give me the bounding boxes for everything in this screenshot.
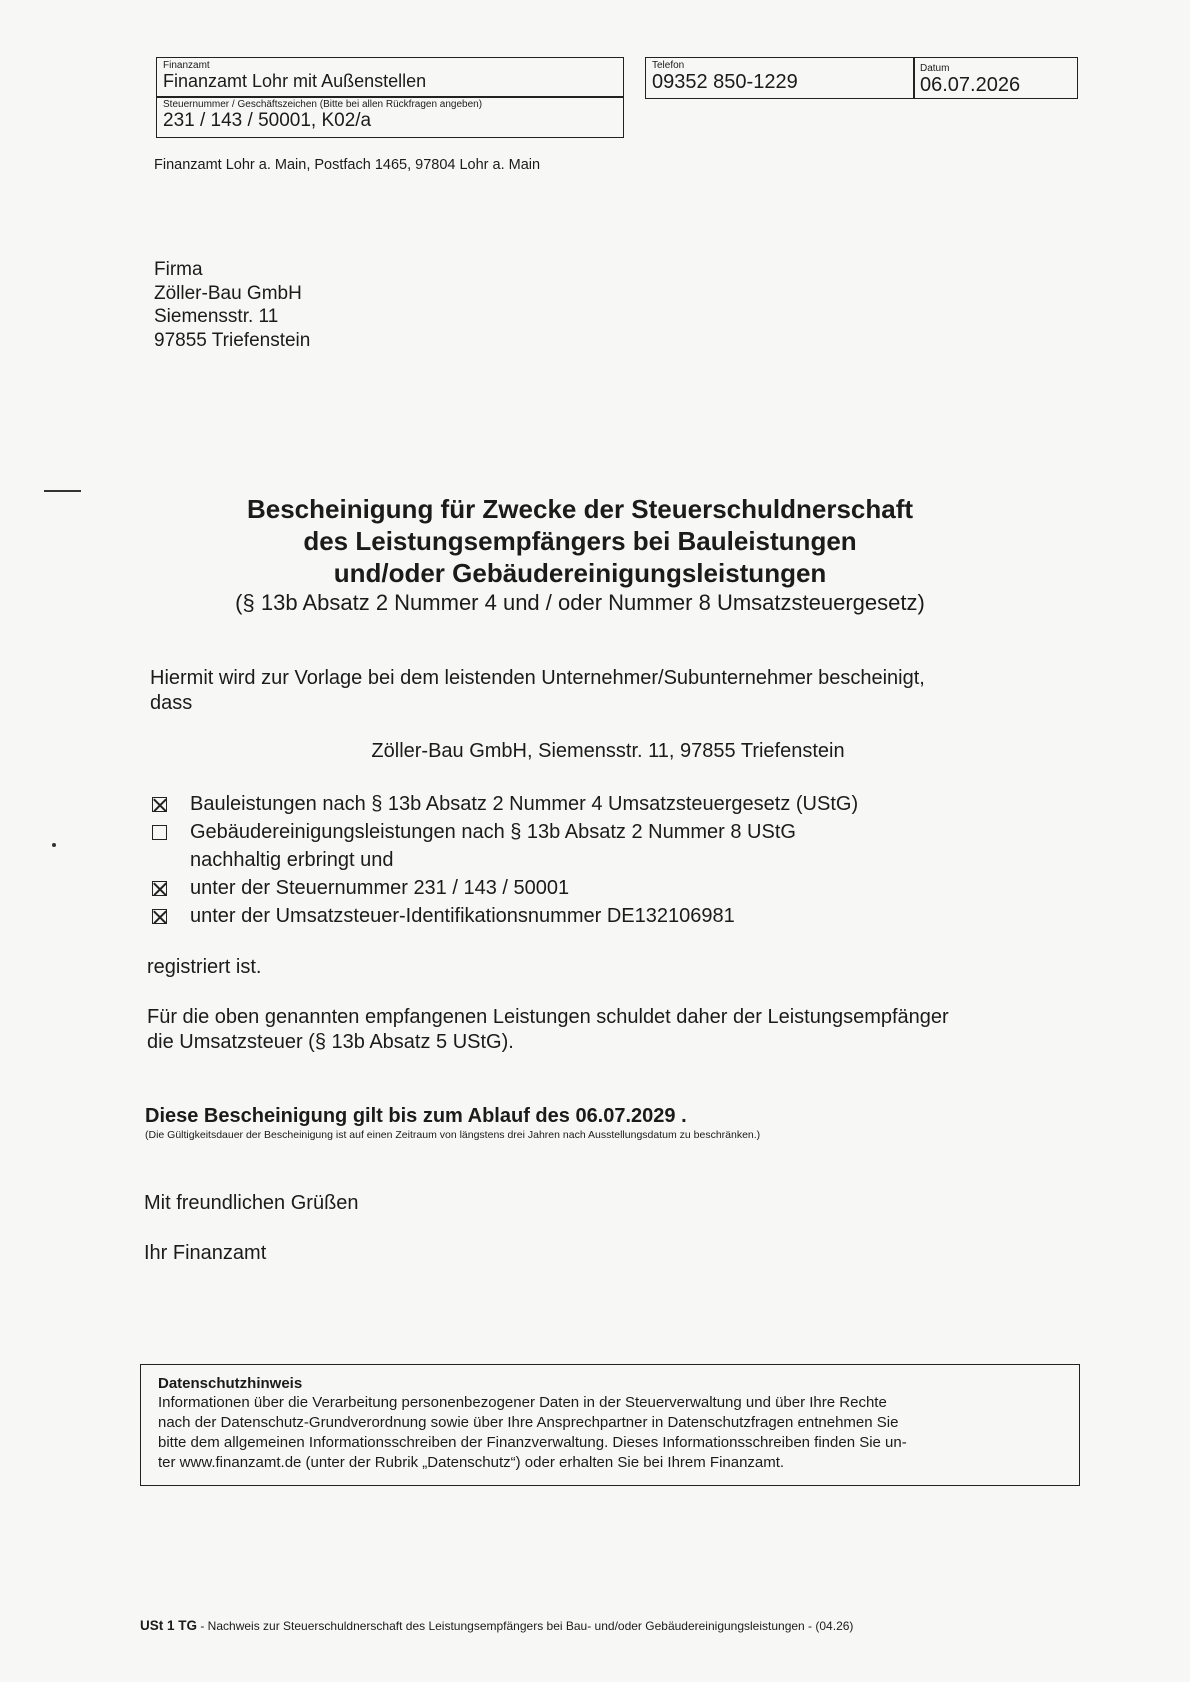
tax-liability-paragraph: [147, 1005, 949, 1055]
privacy-line: ter www.finanzamt.de (unter der Rubrik „Datenschutz“) oder erhalten Sie bei Ihrem Finanzamt.: [158, 1454, 785, 1471]
checkbox-label: unter der Steuernummer 231 / 143 / 50001: [190, 877, 570, 899]
finanzamt-value: Finanzamt Lohr mit Außenstellen: [163, 71, 427, 91]
privacy-line: nach der Datenschutz-Grundverordnung sowie über Ihre Ansprechpartner in Datenschutzfragen entnehmen Sie: [158, 1414, 899, 1431]
validity-note: (Die Gültigkeitsdauer der Bescheinigung ist auf einen Zeitraum von längstens drei Jahren nach Ausstellungsdatum zu beschränken.): [145, 1129, 761, 1141]
paragraph-line: Für die oben genannten empfangenen Leistungen schuldet daher der Leistungsempfänger: [147, 1006, 949, 1028]
privacy-line: Informationen über die Verarbeitung personenbezogener Daten in der Steuerverwaltung und über Ihre Rechte: [158, 1394, 887, 1411]
telefon-value: 09352 850-1229: [652, 71, 798, 93]
validity-statement: Diese Bescheinigung gilt bis zum Ablauf des 06.07.2029 .: [145, 1105, 687, 1127]
datum-box: [913, 57, 1078, 99]
paragraph-line: die Umsatzsteuer (§ 13b Absatz 5 UStG).: [147, 1031, 514, 1053]
intro-line: Hiermit wird zur Vorlage bei dem leistenden Unternehmer/Subunternehmer bescheinigt,: [150, 667, 925, 689]
checkbox-label: unter der Umsatzsteuer-Identifikationsnummer DE132106981: [190, 905, 735, 927]
telefon-box: [645, 57, 915, 99]
registered-text: registriert ist.: [147, 956, 262, 978]
finanzamt-label: Finanzamt: [163, 60, 210, 71]
datum-value: 06.07.2026: [920, 74, 1021, 96]
checkbox-bauleistungen[interactable]: [152, 797, 167, 812]
telefon-label: Telefon: [652, 60, 685, 71]
steuernummer-value: 231 / 143 / 50001, K02/a: [163, 110, 372, 131]
checkbox-ustid[interactable]: [152, 909, 167, 924]
privacy-notice-box: [140, 1364, 1080, 1486]
title-subtitle: (§ 13b Absatz 2 Nummer 4 und / oder Nummer 8 Umsatzsteuergesetz): [235, 590, 925, 615]
punch-mark: [52, 843, 56, 847]
company-line: Zöller-Bau GmbH, Siemensstr. 11, 97855 Triefenstein: [371, 740, 845, 762]
checkbox-gebaeudereinigung[interactable]: [152, 825, 167, 840]
address-line: Siemensstr. 11: [154, 306, 279, 327]
form-footer: [140, 1618, 853, 1634]
intro-line: dass: [150, 692, 193, 714]
sender-line: Finanzamt Lohr a. Main, Postfach 1465, 97804 Lohr a. Main: [154, 157, 541, 173]
address-line: Firma: [154, 259, 203, 280]
form-description: - Nachweis zur Steuerschuldnerschaft des Leistungsempfängers bei Bau- und/oder Gebäudereinigungsleistungen - (04.26): [197, 1619, 854, 1633]
privacy-heading: Datenschutzhinweis: [158, 1375, 303, 1392]
title-line: und/oder Gebäudereinigungsleistungen: [333, 558, 827, 588]
continuation-text: nachhaltig erbringt und: [190, 849, 394, 871]
checkbox-steuernummer[interactable]: [152, 881, 167, 896]
title-line: Bescheinigung für Zwecke der Steuerschuldnerschaft: [246, 494, 914, 524]
address-line: 97855 Triefenstein: [154, 329, 311, 351]
checkbox-label: Gebäudereinigungsleistungen nach § 13b Absatz 2 Nummer 8 UStG: [190, 821, 796, 843]
privacy-line: bitte dem allgemeinen Informationsschreiben der Finanzverwaltung. Dieses Informationsschreiben finden Sie un-: [158, 1434, 907, 1451]
checkbox-label: Bauleistungen nach § 13b Absatz 2 Nummer 4 Umsatzsteuergesetz (UStG): [190, 793, 859, 815]
steuernummer-box: [156, 96, 624, 138]
intro-text: [150, 666, 925, 716]
signature: Ihr Finanzamt: [144, 1242, 267, 1264]
steuernummer-label: Steuernummer / Geschäftszeichen (Bitte bei allen Rückfragen angeben): [163, 99, 483, 110]
form-id: USt 1 TG: [140, 1618, 198, 1633]
finanzamt-box: [156, 57, 624, 98]
datum-label: Datum: [920, 63, 950, 74]
title-line: des Leistungsempfängers bei Bauleistungen: [303, 526, 857, 556]
recipient-address: [154, 258, 310, 352]
document-title: [200, 493, 960, 617]
address-line: Zöller-Bau GmbH: [154, 282, 302, 304]
greeting: Mit freundlichen Grüßen: [144, 1192, 359, 1214]
fold-mark: [44, 490, 81, 492]
